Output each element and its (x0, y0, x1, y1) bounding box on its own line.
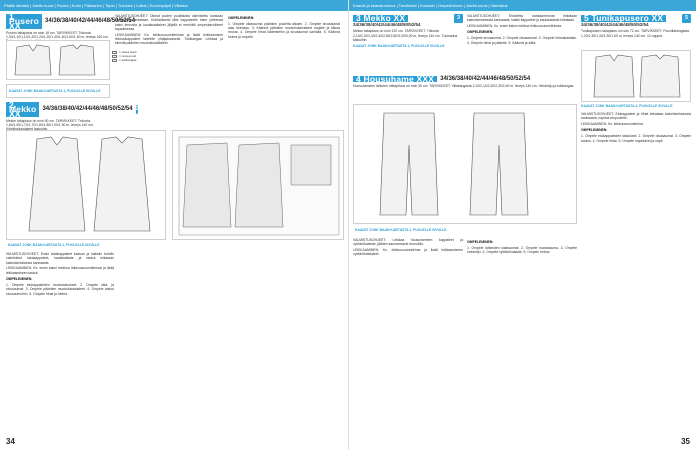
layout-piece-c (291, 145, 331, 185)
pattern-4-name: 4 Housuhame XXX (353, 76, 437, 82)
pattern-2-layout-diagram (172, 130, 344, 240)
pattern-1-title (6, 12, 136, 31)
pattern-5-code: 34/36/38/40/42/44/46/48/50/52/54 (581, 22, 649, 27)
pattern-2-code: 34/36/38/40/42/44/46/48/50/52/54 (42, 106, 133, 113)
blouse-back-outline (59, 45, 95, 75)
pattern-2-sewing-heading: OMPELEMINEN: (6, 277, 33, 282)
pattern-5-sub: Tunikapusero takaplaus on noin 72 cm. TARVIKKEET: Puuvillakangasta 1,20/1,30/1,40/1,50/1,60 m, leveys 140 cm. 12 nappia. (581, 29, 689, 38)
pattern-5-p4: 1. Ompele etukappaleiden laskokset. 2. Ompele olkasaumat. 3. Ompele kaulus. 4. Ompele hihat. 5. Ompele napinlävet ja napit. (581, 134, 691, 143)
legend-label: = tukikangas (119, 58, 137, 62)
pattern-2-name: 2 Mekko XX (6, 102, 39, 117)
pattern-2-p4: 1. Ompele etukappaleiden muotolaskokset. 2. Ompele olka- ja sivusaumat. 3. Ompele pääntien muotoilukaistaleet. 4. Ompele taskut sivusaumoihin. 5. Ompele hihat ja helma. (6, 282, 114, 296)
legend-1 (112, 50, 142, 62)
pattern-3-code: 34/36/38/40/42/44/46/48/50/52/54 (353, 22, 421, 27)
pattern-3-p1: VALMISTUSOHJEET: Ehdotettu kankaanreunat leikataan kaksinkertaisesta kankaasta, kaikki kappaleet ja kaulakaistale leikataan. (467, 14, 577, 23)
pattern-4-text-b (467, 238, 577, 256)
left-running-header (0, 0, 348, 11)
left-runhead-text: Päälle lainattu | Jaettu kuosi | Ruoka | Kuitu | Pakkanen | Tapio | Tulostus | Laiksi | Koronapiipit | Villaiset (4, 3, 188, 8)
pattern-1-p2: LEIKKAAMINEN: Ks. leikkuusuunnitelmaa ja lisää leikkaamisen leikkuukappaleet taiteelle yhtäjaksoisesti. Tukikangas: Leikkaa ja kiinnitä pääntien muotoilukaistaleet. (115, 32, 223, 46)
pattern-4-p1: VALMISTUSOHJEET: Leikkaa housuhameen kappaleet ja vyötärökaistale, jättäen saumanvarat reunoihin. (353, 238, 463, 247)
pattern-1-sewing-heading: OMPELEMINEN: (228, 16, 255, 20)
pattern-1-text-a (115, 14, 223, 47)
pattern-5-p2: LEIKKAAMINEN: Ks. leikkuusuunnitelma. (581, 122, 644, 127)
legend-swatch (112, 59, 117, 62)
legend-label: = nurja puoli (119, 54, 136, 58)
pattern-4-block (353, 76, 577, 89)
pattern-4-p2: LEIKKAAMINEN: Ks. leikkuusuunnitelma ja lisää leikkaamiseen vyötärökaistaleet. (353, 248, 463, 257)
pattern-1-diagram (6, 40, 110, 80)
pattern-2-diagram (6, 130, 166, 240)
pattern-4-p4: 1. Ompele lahkeiden sisäsaumat. 2. Ompele haarasauma. 3. Ompele vetoketju. 4. Ompele vyötärökaistale. 5. Ompele helma. (467, 245, 577, 255)
pattern-2-sub: Mekon takaplaus on noin 90 cm. TARVIKKEET: Trikoota 1,60/1,60/1,70/1,70/1,80/1,80/1,90/1,90 m, leveys 140 cm. (6, 118, 94, 128)
pattern-4-diagram-title: KAAVAT JONK BAAN KARTASTA 1, PUOLELLE SIVULLE (355, 228, 447, 232)
pattern-5-block (581, 14, 691, 38)
pattern-3-p2: LEIKKAAMINEN: Ks. ensin kaksi mekkoa leikkuusuunnitelmaa. (467, 24, 562, 29)
pattern-4-text-a (353, 238, 463, 258)
pattern-3-text (467, 14, 577, 47)
right-page-number: 35 (681, 437, 690, 446)
tunic-back-outline (640, 55, 680, 97)
pattern-1-layout-caption (6, 84, 110, 98)
pattern-1-p1: VALMISTUSOHJEET: Oikeat puolen puolikkaita valmistettu kankaan etupuolelta lasketaan. Kohtalaisesti tälle kappaleelle tulee yhteensä kaksi kerrosta ja kaulakaistaleet jäljellä ei merkittä ompelutarvikkeet tapauksessa. (115, 14, 223, 31)
pattern-3-sub: Mekon takaplaus on noin 120 cm. TARVIKKEET: Trikoota 2,10/2,10/2,40/2,40/2,80/2,80/3,00/3,00 m, leveys 140 cm. Tukinauha taskuihin. (353, 29, 458, 42)
right-page (348, 0, 696, 450)
pattern-1-name: 1 Pusero XX (6, 14, 42, 29)
pattern-3-badge: 3 (454, 14, 463, 23)
pattern-1-diagram-title: KAAVAT JONK BAAN KARTASTA 1, PUOLELLE SIVULLE (9, 89, 101, 93)
pattern-3-name: 3 Mekko XX (353, 15, 408, 21)
pattern-5-name: 5 Tunikapusero XX (581, 15, 666, 21)
tunic-front-outline (594, 55, 634, 97)
pattern-1-code: 34/36/38/40/42/44/46/48/50/52/54 (45, 18, 136, 25)
pattern-2-block (6, 100, 139, 132)
legend-swatch (112, 51, 117, 54)
pattern-4-sewing-heading: OMPELEMINEN: (467, 240, 494, 244)
pattern-2-text-a (6, 252, 114, 297)
pattern-4-sub: Housuhameen lahkeen mittapituus on noin 90 cm. TARVIKKEET: Villakangasta 2,10/2,10/2,20/2,30/2,40 m, leveys 140 cm. Vetoketju ja tukikangas. (353, 84, 575, 89)
layout-piece-b (235, 143, 283, 227)
pattern-5-badge: 5 (682, 14, 691, 23)
right-running-header (349, 0, 696, 11)
pattern-5-p1: VALMISTUSOHJEET: Etukappaleet ja hihat leikataan kaksinkertaisesta kankaasta, napitus etupuolelle. (581, 112, 691, 121)
pattern-2-badge: 2 (135, 106, 139, 113)
pattern-1-sub: Pusero takaplaus on noin 18 cm. TARVIKKEET: Trikoota 1,00/1,10/1,10/1,20/1,20/1,20/1,40/1,40/1,50/1,50 m, leveys 150 cm. (6, 30, 109, 40)
pattern-3-sewing-heading: OMPELEMINEN: (467, 30, 494, 35)
dress-back-outline (94, 137, 150, 231)
legend-swatch (112, 55, 117, 58)
blouse-front-outline (15, 45, 51, 75)
pattern-2-diagram-title: KAAVAT JONK BAAN KARTASTA 1, PUOLELLE SIVULLE (8, 243, 100, 247)
culottes-back-outline (470, 113, 528, 215)
culottes-front-outline (380, 113, 438, 215)
pattern-2-title (6, 100, 139, 119)
layout-piece-a (183, 143, 231, 227)
legend-label: = oikea puoli (119, 50, 137, 54)
pattern-2-p2: LEIKKAAMINEN: Ks. ensin kaksi mekkoa leikkuusuunnitelmaa ja lisää leikkaamiseen taskut. (6, 266, 114, 275)
dress-front-outline (29, 137, 85, 231)
pattern-1-text-b (228, 14, 340, 41)
pattern-3-diagram-title: KAAVAT JONK BAAN KARTASTA 1, PUOLELLE SIVULLE (353, 43, 445, 48)
pattern-4-code: 34/36/38/40/42/44/46/48/50/52/54 (440, 76, 531, 82)
pattern-3-p4: 1. Ompele sivusaumat. 2. Ompele olkasaumat. 3. Ompele helmakaistale. 4. Ompele hihat ja pääntie. 5. Käännä ja silitä. (467, 36, 577, 45)
pattern-5-diagram-title: KAAVAT JONK BAAN KARTASTA 2, PUOLELLE SIVULLE (581, 104, 673, 108)
right-runhead-text: Kaavat ja kaavaluonnos | Tarvikkeet | Kankaat | Ompeleminen | Jaettu kuosi | Valmistus (353, 3, 508, 8)
pattern-3-block (353, 14, 463, 50)
pattern-1-p4: 1. Ompele olkasauma pääntien puolelta alkaen. 2. Ompele sivusaumat alas helmaan. 3. Käännä pääntien muotoilukaistaleet nurjalle ja tikkaa reunat. 4. Ompele hihat kädenteihin ja sivusaumat samalla. 5. Käännä helma ja ompele. (228, 21, 340, 39)
pattern-5-diagram (581, 50, 691, 102)
pattern-5-sewing-heading: OMPELEMINEN: (581, 128, 608, 133)
pattern-4-diagram (353, 104, 577, 224)
pattern-4-title (353, 76, 577, 82)
legend-1-item (112, 58, 142, 62)
left-page-number: 34 (6, 437, 15, 446)
pattern-5-text (581, 112, 691, 145)
pattern-2-p1: VALMISTUSOHJEET: Ensin takakappaleet kaavan ja kaikkiin kohdin valmistetut takakappaleet, kaulakaistale ja taskut leikataan kaksinkertaisesta kankaasta. (6, 252, 114, 265)
